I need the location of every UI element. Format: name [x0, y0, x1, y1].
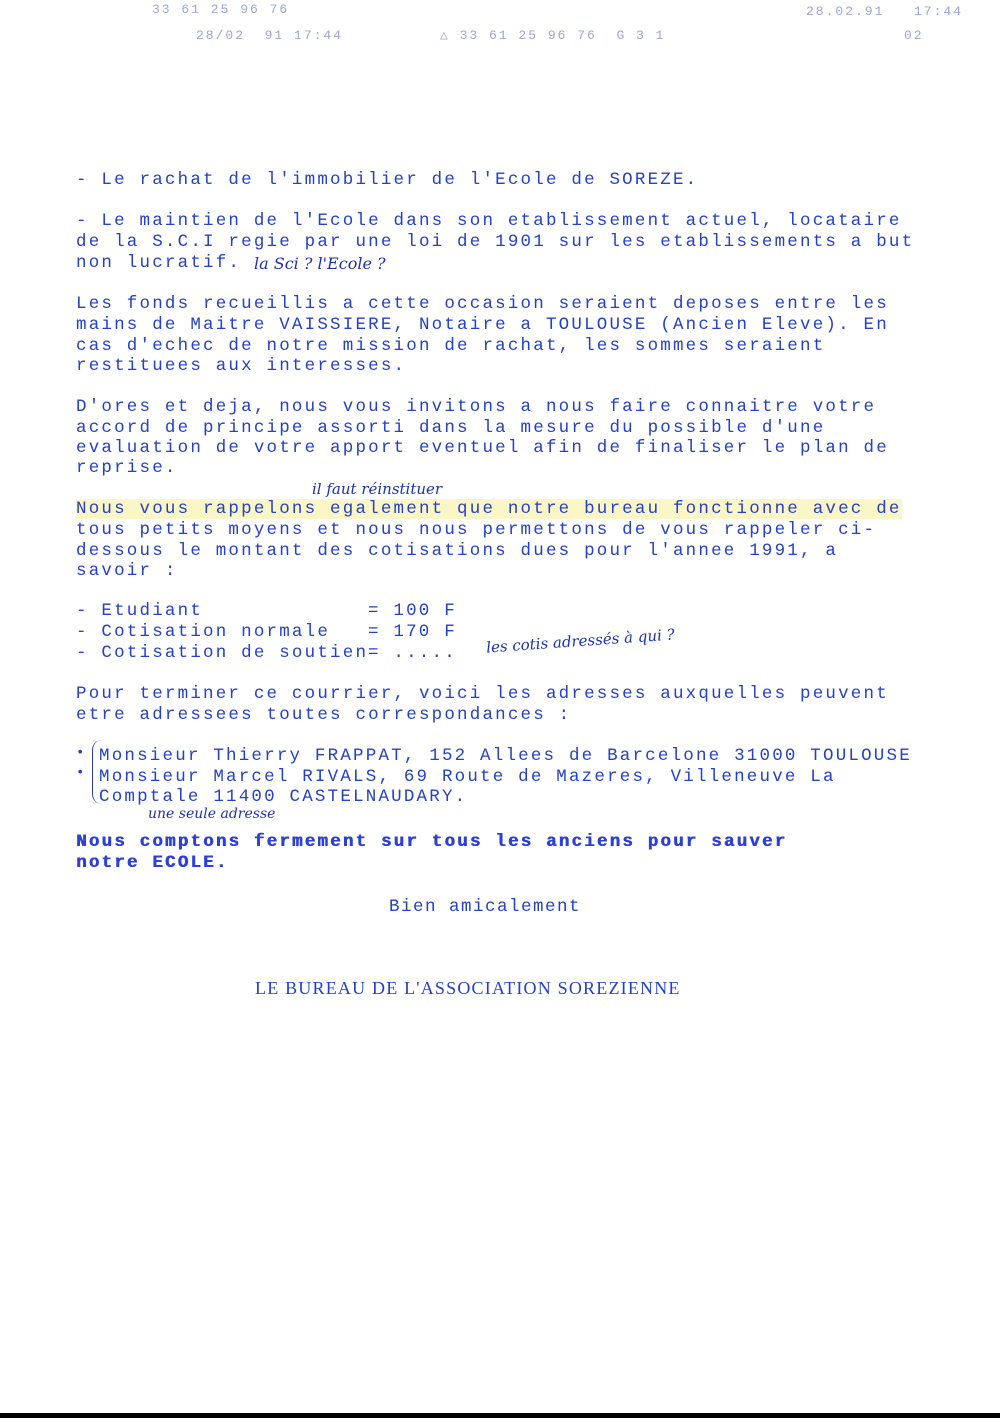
paragraph-invite-line-2: accord de principe assorti dans la mesure du possible d'une — [76, 418, 826, 438]
address-rivals-line-1: Monsieur Marcel RIVALS, 69 Route de Mazeres, Villeneuve La — [99, 767, 836, 787]
paragraph-funds-line-3: cas d'echec de notre mission de rachat, les sommes seraient — [76, 336, 826, 356]
paragraph-invite-line-3: evaluation de votre apport eventuel afin de finaliser le plan de — [76, 438, 889, 458]
paragraph-addresses-line-1: Pour terminer ce courrier, voici les adresses auxquelles peuvent — [76, 684, 889, 704]
paragraph-funds-line-1: Les fonds recueillis a cette occasion seraient deposes entre les — [76, 294, 889, 314]
fee-soutien-label: - Cotisation de soutien — [76, 643, 369, 663]
paragraph-reminder-line-3: dessous le montant des cotisations dues pour l'annee 1991, a — [76, 541, 839, 561]
handwritten-note-reinstituer: il faut réinstituer — [312, 480, 443, 498]
paragraph-invite-line-1: D'ores et deja, nous vous invitons a nous faire connaitre votre — [76, 397, 877, 417]
paragraph-reminder-line-4: savoir : — [76, 561, 178, 581]
paragraph-funds-line-4: restituees aux interesses. — [76, 356, 407, 376]
fax-date: 28.02.91 — [806, 4, 885, 19]
fee-normale-value: = 170 F — [368, 622, 457, 642]
fax-time: 17:44 — [914, 4, 964, 19]
handwritten-note-cotis: les cotis adressés à qui ? — [485, 625, 676, 657]
signature: LE BUREAU DE L'ASSOCIATION SOREZIENNE — [255, 978, 681, 998]
paragraph-addresses-line-2: etre adressees toutes correspondances : — [76, 705, 572, 725]
fax-transmission-id: △ 33 61 25 96 76 G 3 1 — [440, 28, 666, 43]
item-rachat: - Le rachat de l'immobilier de l'Ecole de SOREZE. — [76, 170, 699, 190]
item-maintien-line-1: - Le maintien de l'Ecole dans son etablissement actuel, locataire — [76, 211, 902, 231]
handwritten-note-adresse: une seule adresse — [148, 806, 276, 822]
paragraph-reminder-line-1: Nous vous rappelons egalement que notre bureau fonctionne avec de — [76, 499, 902, 519]
fee-normale-label: - Cotisation normale — [76, 622, 331, 642]
paragraph-invite-line-4: reprise. — [76, 458, 178, 478]
item-maintien-line-3: non lucratif. — [76, 253, 242, 273]
address-rivals-line-2: Comptale 11400 CASTELNAUDARY. — [99, 787, 468, 807]
fee-etudiant-label: - Etudiant — [76, 601, 204, 621]
paragraph-reminder-line-2: tous petits moyens et nous nous permettons de vous rappeler ci- — [76, 520, 877, 540]
bullet-icon: • — [76, 745, 85, 761]
fee-etudiant-value: = 100 F — [368, 601, 457, 621]
handwritten-note-sci: la Sci ? l'Ecole ? — [254, 254, 386, 273]
address-frappat: Monsieur Thierry FRAPPAT, 152 Allees de Barcelone 31000 TOULOUSE — [99, 746, 912, 766]
paragraph-funds-line-2: mains de Maitre VAISSIERE, Notaire a TOULOUSE (Ancien Eleve). En — [76, 315, 889, 335]
fax-page-number: 02 — [904, 28, 924, 43]
fax-sender-number: 33 61 25 96 76 — [152, 2, 290, 17]
fax-datetime-stamp: 28/02 91 17:44 — [196, 28, 344, 43]
closing-appeal-line-1: Nous comptons fermement sur tous les anciens pour sauver — [76, 832, 788, 852]
closing-appeal-line-2: notre ECOLE. — [76, 853, 229, 873]
bullet-icon: • — [76, 765, 85, 781]
scan-edge — [0, 1413, 1000, 1418]
fee-soutien-value: = ..... — [368, 643, 457, 663]
item-maintien-line-2: de la S.C.I regie par une loi de 1901 sur les etablissements a but — [76, 232, 915, 252]
salutation: Bien amicalement — [388, 897, 582, 917]
